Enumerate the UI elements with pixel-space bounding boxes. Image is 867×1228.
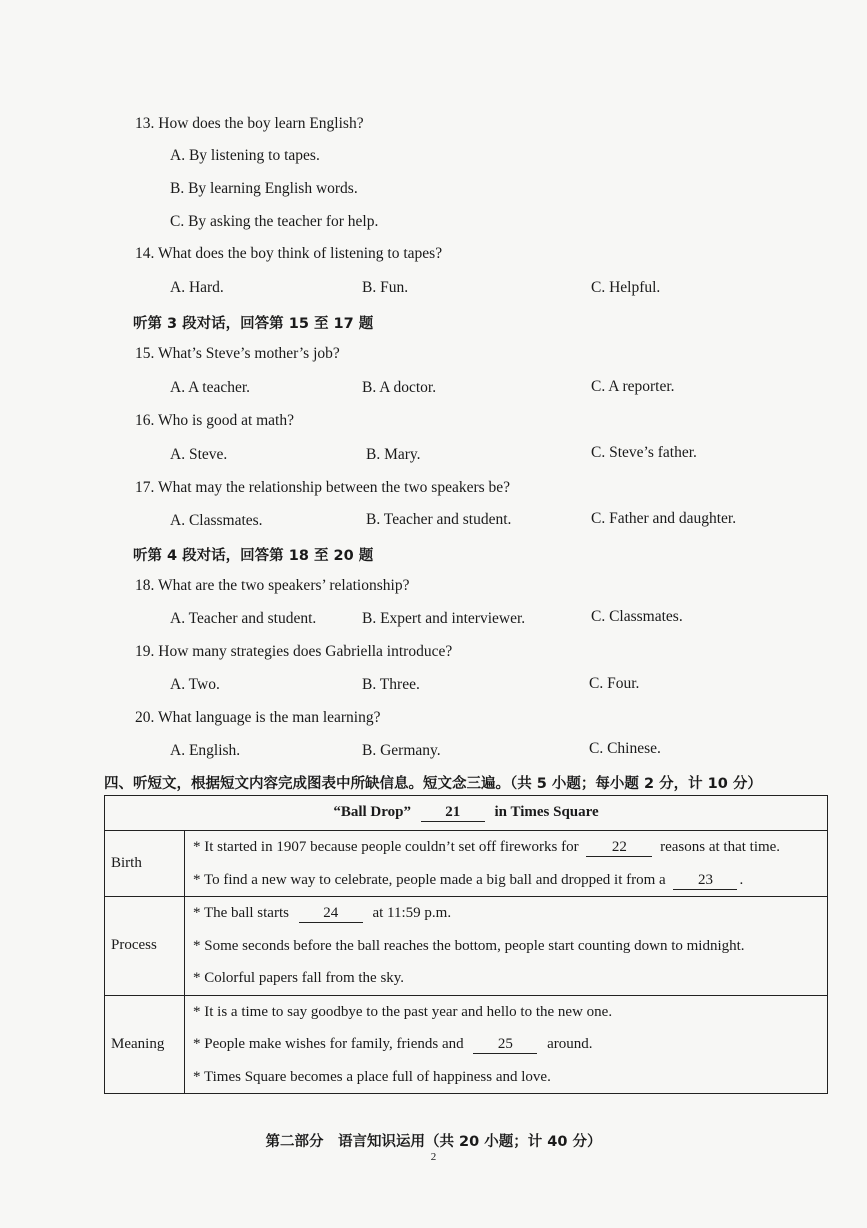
process-content <box>185 897 828 996</box>
blank-25: 25 <box>473 1036 537 1054</box>
question-17-option-c: C. Father and daughter. <box>591 510 737 527</box>
question-20-option-c: C. Chinese. <box>589 740 661 757</box>
process-line-1-suffix: at 11:59 p.m. <box>372 905 452 921</box>
question-17-option-b: B. Teacher and student. <box>366 511 512 528</box>
question-19-stem: 19. How many strategies does Gabriella introduce? <box>135 643 453 660</box>
question-20-stem: 20. What language is the man learning? <box>135 709 381 726</box>
blank-21: 21 <box>421 804 485 822</box>
process-line-1 <box>193 897 827 930</box>
table-title-suffix: in Times Square <box>494 804 599 820</box>
birth-line-2-text: * To find a new way to celebrate, people made a big ball and dropped it from a <box>193 871 666 888</box>
question-14-stem: 14. What does the boy think of listening to tapes? <box>135 245 443 262</box>
question-17-stem: 17. What may the relationship between the two speakers be? <box>135 479 511 496</box>
blank-23: 23 <box>673 872 737 890</box>
info-table <box>104 795 828 1094</box>
section-4-instructions: 四、听短文，根据短文内容完成图表中所缺信息。短文念三遍。（共 5 小题；每小题 2 分，计 10 分） <box>104 776 762 792</box>
question-13-stem: 13. How does the boy learn English? <box>135 115 364 132</box>
row-label-birth: Birth <box>105 831 185 897</box>
question-14-option-c: C. Helpful. <box>591 279 661 296</box>
blank-24: 24 <box>299 905 363 923</box>
question-16-option-b: B. Mary. <box>366 446 421 463</box>
meaning-line-2-suffix: around. <box>547 1036 593 1052</box>
question-19-option-c: C. Four. <box>589 675 640 692</box>
question-18-option-a: A. Teacher and student. <box>170 610 317 627</box>
page-number: 2 <box>430 1151 437 1163</box>
question-20-option-a: A. English. <box>170 742 241 759</box>
birth-line-1-text: * It started in 1907 because people couldn’t set off fireworks for <box>193 839 579 855</box>
row-label-meaning: Meaning <box>105 995 185 1094</box>
question-15-option-c: C. A reporter. <box>591 378 675 395</box>
question-20-option-b: B. Germany. <box>362 742 441 759</box>
question-13-option-b: B. By learning English words. <box>170 180 358 197</box>
birth-line-2 <box>193 864 827 897</box>
question-19-option-b: B. Three. <box>362 676 420 693</box>
part-2-heading: 第二部分 语言知识运用（共 20 小题；计 40 分） <box>265 1134 602 1150</box>
table-title <box>105 796 828 831</box>
question-18-option-c: C. Classmates. <box>591 608 683 625</box>
question-15-option-b: B. A doctor. <box>362 379 437 396</box>
meaning-line-2-text: * People make wishes for family, friends and <box>193 1036 464 1052</box>
question-13-option-a: A. By listening to tapes. <box>170 147 320 164</box>
meaning-line-2 <box>193 1028 827 1061</box>
process-line-3: * Colorful papers fall from the sky. <box>193 970 405 986</box>
meaning-line-1: * It is a time to say goodbye to the past year and hello to the new one. <box>193 1003 613 1020</box>
question-14-option-a: A. Hard. <box>170 279 224 296</box>
process-line-1-text: * The ball starts <box>193 905 289 921</box>
birth-line-1-suffix: reasons at that time. <box>660 839 781 855</box>
table-title-prefix: “Ball Drop” <box>333 804 411 820</box>
row-label-process: Process <box>105 897 185 996</box>
question-19-option-a: A. Two. <box>170 676 220 693</box>
birth-line-2-suffix: . <box>739 871 744 888</box>
question-18-stem: 18. What are the two speakers’ relationship? <box>135 577 410 594</box>
process-line-2: * Some seconds before the ball reaches the bottom, people start counting down to midnight. <box>193 937 745 954</box>
question-16-option-c: C. Steve’s father. <box>591 444 697 461</box>
question-15-option-a: A. A teacher. <box>170 379 251 396</box>
question-14-option-b: B. Fun. <box>362 279 409 296</box>
meaning-line-3: * Times Square becomes a place full of happiness and love. <box>193 1068 551 1085</box>
question-17-option-a: A. Classmates. <box>170 512 263 529</box>
question-16-option-a: A. Steve. <box>170 446 228 463</box>
birth-content <box>185 831 828 897</box>
dialog-4-header: 听第 4 段对话，回答第 18 至 20 题 <box>133 548 374 564</box>
question-15-stem: 15. What’s Steve’s mother’s job? <box>135 345 340 362</box>
meaning-content <box>185 995 828 1094</box>
question-18-option-b: B. Expert and interviewer. <box>362 610 526 627</box>
question-16-stem: 16. Who is good at math? <box>135 412 294 429</box>
blank-22: 22 <box>586 839 652 857</box>
question-13-option-c: C. By asking the teacher for help. <box>170 213 379 230</box>
dialog-3-header: 听第 3 段对话，回答第 15 至 17 题 <box>133 316 374 332</box>
birth-line-1 <box>193 831 827 864</box>
